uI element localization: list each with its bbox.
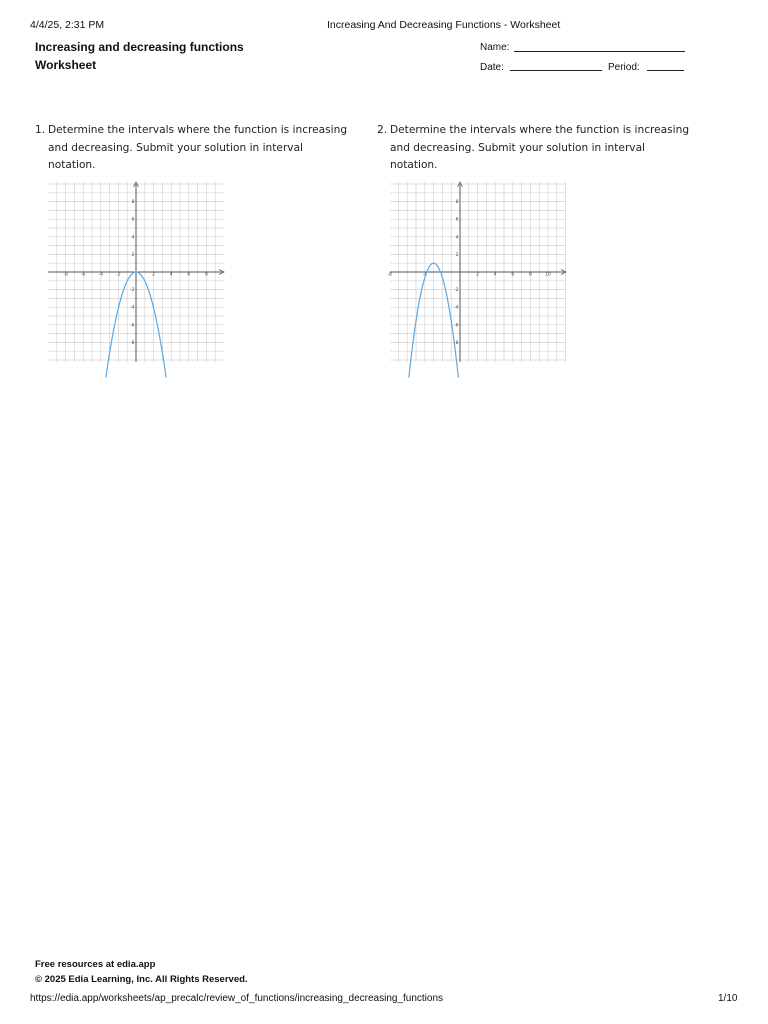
worksheet-title: Increasing and decreasing functions	[35, 40, 244, 54]
x-tick-label: -6	[80, 272, 86, 278]
x-tick-label: 4	[169, 272, 173, 278]
period-label: Period:	[608, 62, 640, 73]
y-tick-label: 2	[455, 252, 459, 258]
y-tick-label: 2	[131, 252, 135, 258]
x-tick-label: 4	[493, 272, 497, 278]
y-tick-label: -2	[130, 288, 135, 294]
y-tick-label: -2	[454, 288, 459, 294]
y-tick-label: -6	[454, 323, 459, 329]
period-field[interactable]	[647, 70, 684, 71]
x-tick-label: 6	[187, 272, 191, 278]
x-tick-label: 2	[476, 272, 480, 278]
y-tick-label: -6	[130, 323, 135, 329]
question-text: Determine the intervals where the function is increasing and decreasing. Submit your solution in interval notation.	[390, 124, 690, 171]
y-tick-label: -4	[454, 305, 459, 311]
question-2	[377, 122, 697, 177]
page-number: 1/10	[718, 993, 738, 1004]
graph-question-2	[387, 182, 566, 362]
name-label: Name:	[480, 42, 510, 53]
y-tick-label: 8	[131, 200, 135, 206]
date-field[interactable]	[510, 70, 602, 71]
x-tick-label: 6	[511, 272, 515, 278]
y-tick-label: 4	[131, 235, 135, 241]
footer-copyright: © 2025 Edia Learning, Inc. All Rights Reserved.	[35, 974, 248, 985]
print-datetime: 4/4/25, 2:31 PM	[30, 19, 105, 31]
worksheet-subtitle: Worksheet	[35, 58, 97, 72]
footer-resources: Free resources at edia.app	[35, 959, 156, 970]
question-1	[35, 122, 355, 177]
question-text: Determine the intervals where the function is increasing and decreasing. Submit your solution in interval notation.	[48, 124, 348, 171]
y-tick-label: 6	[131, 217, 135, 223]
x-tick-label: 8	[204, 272, 208, 278]
question-number: 2.	[377, 124, 388, 136]
y-tick-label: -4	[130, 305, 135, 311]
name-field[interactable]	[514, 51, 685, 52]
y-tick-label: 4	[455, 235, 459, 241]
x-tick-label: -4	[98, 272, 104, 278]
x-tick-label: -8	[63, 272, 68, 278]
print-url: https://edia.app/worksheets/ap_precalc/review_of_functions/increasing_decreasing_functions	[30, 993, 444, 1004]
date-label: Date:	[480, 62, 504, 73]
y-tick-label: -8	[454, 340, 459, 346]
x-tick-label: 10	[545, 272, 551, 278]
print-page-title: Increasing And Decreasing Functions - Worksheet	[327, 19, 561, 31]
x-tick-label: -2	[116, 272, 121, 278]
question-number: 1.	[35, 124, 46, 136]
x-tick-label: -4	[422, 272, 428, 278]
x-tick-label: 2	[152, 272, 156, 278]
y-tick-label: -8	[130, 340, 135, 346]
y-tick-label: 6	[455, 217, 459, 223]
graph-question-1	[48, 182, 224, 362]
x-tick-label: -8	[387, 272, 392, 278]
y-tick-label: 8	[455, 200, 459, 206]
x-tick-label: 8	[528, 272, 532, 278]
